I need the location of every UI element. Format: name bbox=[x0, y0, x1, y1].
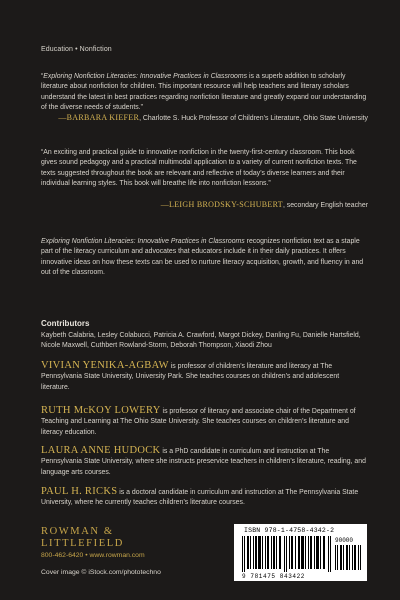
bio-text: is professor of literacy and associate chair of the Department of Teaching and Learning at The Ohio State University. She teaches courses on children’s literature and literacy education. bbox=[41, 408, 356, 436]
description-book-title: Exploring Nonfiction Literacies: Innovative Practices in Classrooms bbox=[41, 238, 245, 245]
review-quote-2: “An exciting and practical guide to innovative nonfiction in the twenty-first-century classroom. This book gives sound pedagogy and a practical multimodal application to a variety of current nonfiction texts. The texts suggested throughout the book are relevant and reflective of today’s diverse learners and their individual learning styles. This book will breathe life into nonfiction lessons.” bbox=[41, 149, 357, 187]
bio-name: RUTH McKOY LOWERY bbox=[41, 405, 161, 416]
contributors-heading: Contributors bbox=[41, 319, 90, 328]
category-label: Education • Nonfiction bbox=[41, 46, 112, 53]
publisher-contact: 800-462-6420 • www.rowman.com bbox=[41, 552, 145, 559]
bio-name: VIVIAN YENIKA-AGBAW bbox=[41, 360, 169, 371]
review-2-author: —LEIGH BRODSKY-SCHUBERT bbox=[160, 200, 283, 209]
bio-laura-anne-hudock bbox=[41, 446, 368, 478]
book-description bbox=[41, 237, 368, 278]
review-1-attribution bbox=[41, 113, 368, 124]
price-code: 90000 bbox=[335, 537, 354, 544]
contributors-list: Kaybeth Calabria, Lesley Colabucci, Patricia A. Crawford, Margot Dickey, Danling Fu, Danielle Hartsfield, Nicole Maxwell, Cuthbert Rowland-Storm, Deborah Thompson, Xiaodi Zhou bbox=[41, 332, 361, 350]
bio-name: LAURA ANNE HUDOCK bbox=[41, 445, 161, 456]
publisher-logo bbox=[41, 526, 124, 550]
bio-vivian-yenika-agbaw bbox=[41, 361, 368, 393]
review-1-author: —BARBARA KIEFER bbox=[58, 113, 140, 122]
bio-text: is professor of children’s literature and literacy at The Pennsylvania State University, University Park. She teaches courses on children’s and adolescent literature. bbox=[41, 363, 340, 391]
publisher-logo-line-1: ROWMAN & bbox=[41, 526, 114, 537]
review-quote-1 bbox=[41, 72, 368, 113]
publisher-logo-line-2: LITTLEFIELD bbox=[41, 538, 124, 549]
bio-text: is a doctoral candidate in curriculum and instruction at The Pennsylvania State University, where he currently teaches children’s literature courses. bbox=[41, 489, 359, 507]
review-1-affiliation: , Charlotte S. Huck Professor of Children’s Literature, Ohio State University bbox=[139, 115, 368, 122]
bio-name: PAUL H. RICKS bbox=[41, 486, 118, 497]
review-1-open-quote: “ bbox=[41, 73, 44, 80]
review-1-text: is a superb addition to scholarly literature about nonfiction for children. This important resource will help teachers and literary scholars understand the latest in best practices regarding nonfiction literature and greatly expand our understanding of the diverse needs of students.” bbox=[41, 73, 367, 111]
bio-ruth-mckoy-lowery bbox=[41, 406, 368, 438]
review-1-book-title: Exploring Nonfiction Literacies: Innovative Practices in Classrooms bbox=[43, 73, 248, 80]
cover-image-credit: Cover image © iStock.com/phototechno bbox=[41, 569, 161, 576]
isbn-barcode bbox=[234, 524, 367, 581]
bio-text: is a PhD candidate in curriculum and instruction at The Pennsylvania State University, where she instructs preservice teachers in children’s literature, reading, and language arts courses. bbox=[41, 448, 366, 476]
review-2-affiliation: , secondary English teacher bbox=[282, 202, 368, 209]
ean-barcode-bars bbox=[242, 536, 332, 572]
description-text: recognizes nonfiction text as a staple part of the literacy curriculum and advocates that educators include it in their daily practices. It offers innovative ideas on how these texts can be used to nurture literacy acquisition, growth, and fluency in and out of the classroom. bbox=[41, 238, 364, 276]
review-2-attribution bbox=[41, 200, 368, 211]
isbn-number: ISBN 978-1-4758-4342-2 bbox=[244, 527, 335, 534]
bio-paul-h-ricks bbox=[41, 487, 368, 509]
ean-number: 9 781475 843422 bbox=[242, 573, 306, 580]
